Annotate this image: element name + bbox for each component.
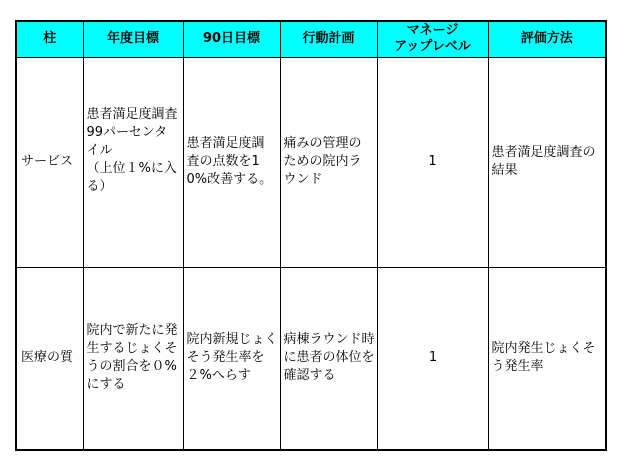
cell-yearly-goal xyxy=(83,267,183,450)
header-pillar: 柱 xyxy=(16,21,83,57)
manage-level-text: 1 xyxy=(428,154,437,170)
evaluation-text: 患者満足度調査の結果 xyxy=(491,145,596,179)
cell-manage-level xyxy=(377,57,488,267)
manage-level-text: 1 xyxy=(428,350,438,366)
header-evaluation: 評価方法 xyxy=(488,21,606,57)
cell-action-plan xyxy=(280,267,377,450)
header-yearly-goal: 年度目標 xyxy=(83,21,183,57)
table-row xyxy=(16,267,606,450)
cell-pillar xyxy=(16,57,83,267)
cell-90-day-goal xyxy=(183,267,280,450)
cell-evaluation xyxy=(488,57,606,267)
cell-manage-level xyxy=(377,267,488,450)
action-plan-text: 病棟ラウンド時に患者の体位を確認する xyxy=(283,332,375,384)
cell-yearly-goal xyxy=(83,57,183,267)
table-row xyxy=(16,57,606,267)
header-action-plan: 行動計画 xyxy=(280,21,377,57)
pillar-text: 医療の質 xyxy=(21,350,74,366)
cell-evaluation xyxy=(488,267,606,450)
evaluation-text: 院内発生じょくそう発生率 xyxy=(491,341,596,375)
yearly-goal-note: （上位１%に入る） xyxy=(86,160,177,194)
pillar-text: サービス xyxy=(21,154,74,170)
cell-90-day-goal xyxy=(183,57,280,267)
action-plan-text: 痛みの管理のための院内ラウンド xyxy=(283,136,362,188)
cell-pillar xyxy=(16,267,83,450)
yearly-goal-text: 院内で新たに発生するじょくそうの割合を０%にする xyxy=(86,323,178,393)
goal-table xyxy=(15,20,607,451)
yearly-goal-text: 患者満足度調査99パーセンタイル xyxy=(86,106,178,158)
header-90-day-goal: 90日目標 xyxy=(183,21,280,57)
header-manage-level: マネージ アップレベル xyxy=(377,21,488,57)
cell-action-plan xyxy=(280,57,377,267)
goal-90-text: 患者満足度調査の点数を10%改善する。 xyxy=(186,136,273,188)
header-row xyxy=(16,21,606,57)
goal-90-text: 院内新規じょくそう発生率を２%へらす xyxy=(186,332,278,384)
